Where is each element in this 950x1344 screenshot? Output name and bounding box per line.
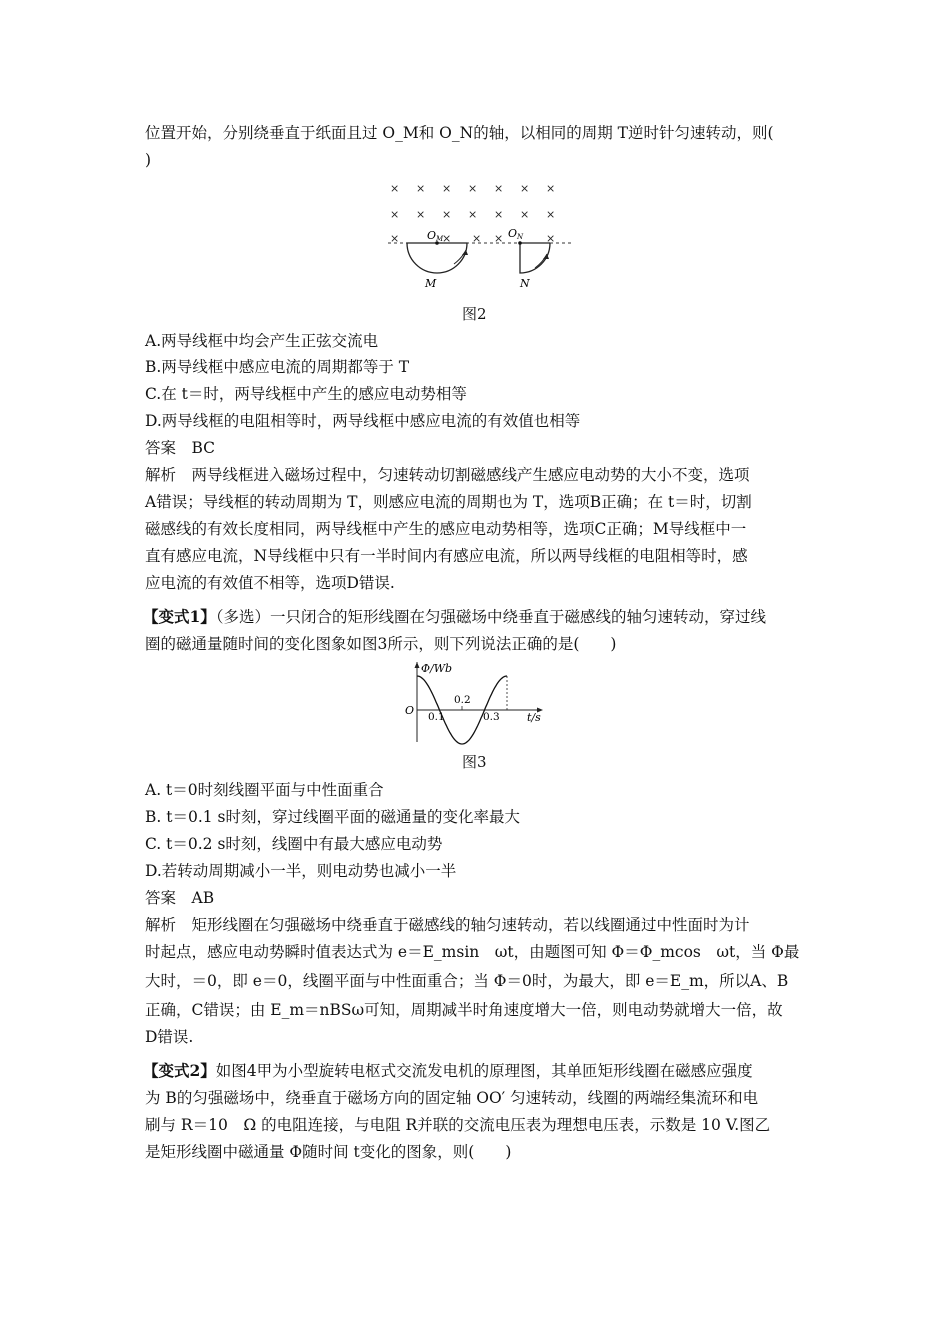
analysis-2-line: 正确，C错误；由 E_m＝nBSω可知，周期减半时角速度增大一倍，则电动势就增大一倍，故 (145, 1001, 783, 1019)
cross: × (546, 182, 556, 195)
tick-label-0-3: 0.3 (483, 711, 500, 723)
figure-2-caption: 图2 (462, 305, 487, 323)
tick-label-0-2: 0.2 (454, 694, 471, 706)
answer-1: 答案 BC (145, 439, 216, 457)
variant-1-option-c: C. t＝0.2 s时刻，线圈中有最大感应电动势 (145, 835, 443, 853)
answer-2: 答案 AB (145, 889, 215, 907)
variant-2-stem: 【变式2】如图4甲为小型旋转电枢式交流发电机的原理图，其单匝矩形线圈在磁感应强度 (143, 1061, 753, 1080)
figure-2 (380, 178, 580, 293)
variant-2-stem-3: 刷与 R＝10 Ω 的电阻连接，与电阻 R并联的交流电压表为理想电压表，示数是 10 V.图乙 (145, 1116, 771, 1134)
cross: × (494, 232, 504, 245)
analysis-2-line: 时起点，感应电动势瞬时值表达式为 e＝E_msin ωt，由题图可知 Φ＝Φ_mcos ωt，当 Φ最 (145, 943, 800, 961)
cross: × (442, 182, 452, 195)
variant-1-tag: 【变式1】 (143, 607, 216, 626)
cross: × (520, 182, 530, 195)
cross: × (390, 182, 400, 195)
cross: × (416, 182, 426, 195)
variant-2-tag: 【变式2】 (143, 1061, 216, 1080)
label-m: M (425, 277, 437, 290)
option-b: B.两导线框中感应电流的周期都等于 T (145, 358, 410, 376)
tick-label-0-1: 0.1 (428, 711, 445, 723)
cross: × (546, 232, 556, 245)
analysis-2-line: D错误. (145, 1028, 194, 1046)
variant-2-stem-4: 是矩形线圈中磁通量 Φ随时间 t变化的图象，则( ) (145, 1143, 512, 1161)
semicircle-frame-m (407, 243, 467, 273)
option-d: D.两导线框的电阻相等时，两导线框中感应电流的有效值也相等 (145, 412, 581, 430)
cross: × (390, 208, 400, 221)
x-axis-label: t/s (527, 711, 541, 724)
analysis-2-line: 解析 矩形线圈在匀强磁场中绕垂直于磁感线的轴匀速转动，若以线圈通过中性面时为计 (145, 916, 750, 934)
cross: × (546, 208, 556, 221)
figure-3-caption: 图3 (462, 753, 487, 771)
label-on: ON (508, 227, 524, 241)
pivot-on (518, 241, 522, 245)
intro-line-1: 位置开始，分别绕垂直于纸面且过 O_M和 O_N的轴，以相同的周期 T逆时针匀速转动，则( (145, 124, 774, 142)
analysis-1-line: 直有感应电流，N导线框中只有一半时间内有感应电流，所以两导线框的电阻相等时，感 (145, 547, 748, 565)
cross: × (472, 232, 482, 245)
analysis-1-line: 解析 两导线框进入磁场过程中，匀速转动切割磁感线产生感应电动势的大小不变，选项 (145, 466, 750, 484)
variant-1-option-a: A. t＝0时刻线圈平面与中性面重合 (145, 781, 384, 799)
cross: × (390, 232, 400, 245)
variant-2-stem-2: 为 B的匀强磁场中，绕垂直于磁场方向的固定轴 OO′ 匀速转动，线圈的两端经集流环和电 (145, 1089, 759, 1107)
y-axis-label: Φ/Wb (421, 662, 453, 675)
variant-1-stem-2: 圈的磁通量随时间的变化图象如图3所示，则下列说法正确的是( ) (145, 635, 617, 653)
y-axis-arrow (415, 662, 420, 668)
cross: × (494, 208, 504, 221)
cross: × (468, 208, 478, 221)
variant-1-stem: 【变式1】（多选）一只闭合的矩形线圈在匀强磁场中绕垂直于磁感线的轴匀速转动，穿过线 (143, 607, 767, 626)
analysis-1-line: 应电流的有效值不相等，选项D错误. (145, 574, 395, 592)
origin-label: O (405, 704, 415, 717)
label-om: OM (427, 229, 444, 243)
analysis-2-line: 大时，＝0，即 e＝0，线圈平面与中性面重合；当 Φ＝0时，为最大，即 e＝E_m，所以A、B (145, 972, 789, 990)
variant-1-option-d: D.若转动周期减小一半，则电动势也减小一半 (145, 862, 457, 880)
analysis-1-line: 磁感线的有效长度相同，两导线框中产生的感应电动势相等，选项C正确；M导线框中一 (145, 520, 747, 538)
cross: × (468, 182, 478, 195)
intro-line-2: ) (145, 151, 152, 169)
cross: × (520, 208, 530, 221)
analysis-1-line: A错误；导线框的转动周期为 T，则感应电流的周期也为 T，选项B正确；在 t＝时，切割 (145, 493, 752, 511)
option-a: A.两导线框中均会产生正弦交流电 (145, 332, 379, 350)
cross: × (442, 232, 452, 245)
cross: × (416, 208, 426, 221)
magnetic-field-crosses (390, 182, 555, 245)
rotation-arrow-n (535, 254, 547, 268)
cross: × (442, 208, 452, 221)
label-n: N (520, 277, 530, 290)
cross: × (494, 182, 504, 195)
figure-3-chart (395, 658, 555, 746)
option-c: C.在 t＝时，两导线框中产生的感应电动势相等 (145, 385, 467, 403)
variant-1-option-b: B. t＝0.1 s时刻，穿过线圈平面的磁通量的变化率最大 (145, 808, 521, 826)
